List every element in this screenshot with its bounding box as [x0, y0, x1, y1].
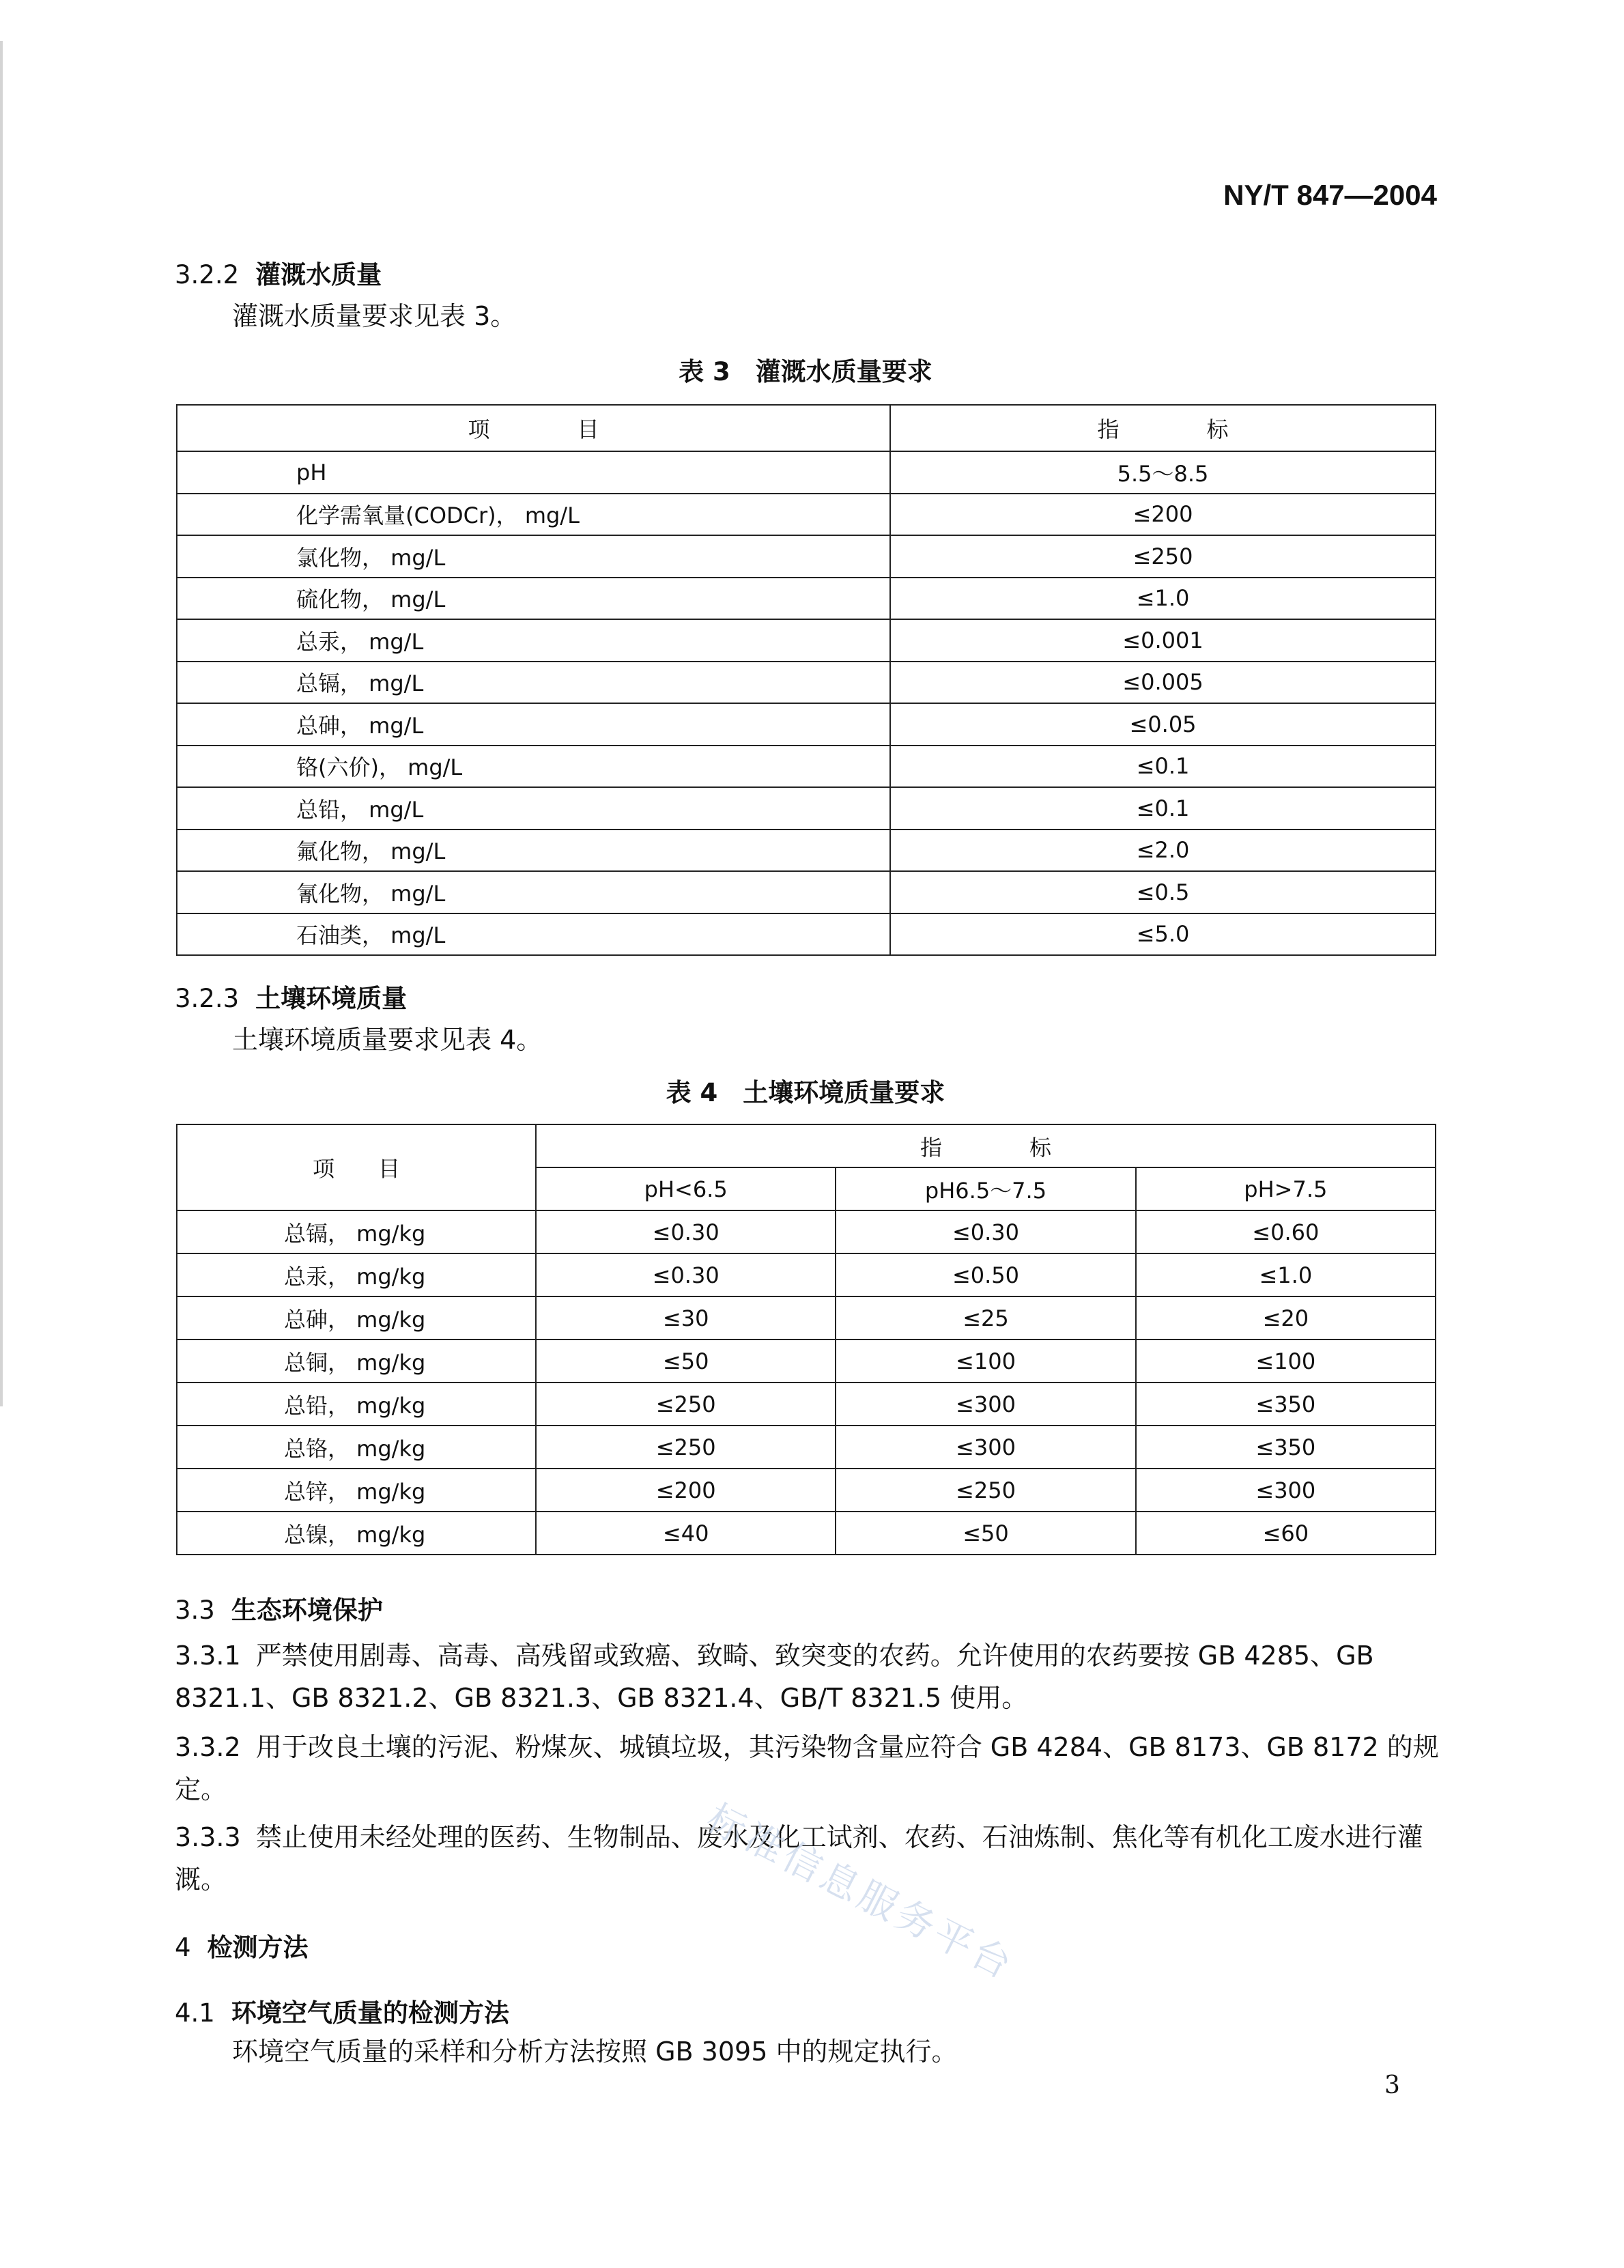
row-value-ph-low: ≤50 — [536, 1339, 836, 1383]
row-item: 总铅， mg/L — [177, 787, 890, 830]
row-item: pH — [177, 451, 890, 494]
table-4-soil-quality — [176, 1124, 1436, 1555]
column-header-index: 指 标 — [536, 1124, 1436, 1167]
section-number: 4 — [175, 1933, 191, 1962]
section-4-heading — [175, 1927, 309, 1964]
column-header-item: 项 目 — [177, 1124, 536, 1210]
subcolumn-ph-low: pH<6.5 — [536, 1167, 836, 1210]
row-value: ≤250 — [890, 535, 1436, 578]
row-value-ph-mid: ≤0.30 — [836, 1210, 1135, 1253]
table-row — [177, 1339, 1436, 1383]
section-4-1-text: 环境空气质量的采样和分析方法按照 GB 3095 中的规定执行。 — [232, 2037, 958, 2067]
row-item: 总铜， mg/kg — [177, 1339, 536, 1383]
row-value: ≤200 — [890, 494, 1436, 536]
row-item: 石油类， mg/L — [177, 913, 890, 956]
row-value-ph-low: ≤0.30 — [536, 1253, 836, 1296]
row-value: ≤0.5 — [890, 871, 1436, 913]
row-item: 氟化物， mg/L — [177, 830, 890, 872]
table-3-caption: 表 3 灌溉水质量要求 — [679, 357, 932, 386]
section-number: 3.2.3 — [175, 984, 240, 1013]
table-row — [177, 1296, 1436, 1339]
section-title: 检测方法 — [207, 1933, 309, 1962]
table-header-row — [177, 405, 1436, 451]
row-value: ≤0.1 — [890, 787, 1436, 830]
row-value: ≤5.0 — [890, 913, 1436, 956]
section-3-2-2-heading — [175, 254, 382, 291]
column-header-item: 项 目 — [177, 405, 890, 451]
row-value: ≤0.001 — [890, 619, 1436, 662]
row-item: 总镉， mg/L — [177, 662, 890, 704]
row-value-ph-low: ≤0.30 — [536, 1210, 836, 1253]
table-row — [177, 830, 1436, 872]
clause-number: 3.3.1 — [175, 1641, 241, 1671]
row-value-ph-high: ≤0.60 — [1136, 1210, 1436, 1253]
table-row — [177, 1210, 1436, 1253]
watermark: 标准信息服务平台 — [700, 1796, 1022, 1989]
section-number: 4.1 — [175, 1998, 215, 2028]
section-number: 3.2.2 — [175, 260, 240, 289]
row-item: 硫化物， mg/L — [177, 578, 890, 620]
section-number: 3.3 — [175, 1596, 215, 1625]
row-value-ph-high: ≤100 — [1136, 1339, 1436, 1383]
subcolumn-ph-mid: pH6.5～7.5 — [836, 1167, 1135, 1210]
row-value: ≤0.1 — [890, 746, 1436, 788]
row-item: 总汞， mg/L — [177, 619, 890, 662]
row-value-ph-high: ≤350 — [1136, 1383, 1436, 1426]
row-value-ph-low: ≤30 — [536, 1296, 836, 1339]
row-item: 总砷， mg/kg — [177, 1296, 536, 1339]
table-row — [177, 703, 1436, 746]
table-row — [177, 1426, 1436, 1469]
row-value-ph-mid: ≤250 — [836, 1469, 1135, 1512]
table-row — [177, 787, 1436, 830]
row-item: 化学需氧量(CODCr)， mg/L — [177, 494, 890, 536]
row-value: ≤1.0 — [890, 578, 1436, 620]
clause-number: 3.3.2 — [175, 1732, 241, 1762]
row-value: ≤0.005 — [890, 662, 1436, 704]
table-row — [177, 578, 1436, 620]
row-value-ph-low: ≤250 — [536, 1383, 836, 1426]
table-row — [177, 494, 1436, 536]
column-header-index: 指 标 — [890, 405, 1436, 451]
section-title: 灌溉水质量 — [255, 260, 382, 289]
section-4-1-heading — [175, 1992, 509, 2029]
clause-text: 禁止使用未经处理的医药、生物制品、废水及化工试剂、农药、石油炼制、焦化等有机化工废水进行灌溉。 — [175, 1822, 1423, 1895]
row-value: ≤2.0 — [890, 830, 1436, 872]
table-row — [177, 1512, 1436, 1555]
row-value-ph-mid: ≤300 — [836, 1383, 1135, 1426]
row-value-ph-high: ≤60 — [1136, 1512, 1436, 1555]
row-value-ph-mid: ≤50 — [836, 1512, 1135, 1555]
row-item: 总砷， mg/L — [177, 703, 890, 746]
row-value-ph-low: ≤250 — [536, 1426, 836, 1469]
scan-edge-mark — [0, 41, 3, 1406]
subcolumn-ph-high: pH>7.5 — [1136, 1167, 1436, 1210]
row-item: 铬(六价)， mg/L — [177, 746, 890, 788]
table-row — [177, 746, 1436, 788]
row-value: ≤0.05 — [890, 703, 1436, 746]
row-value-ph-mid: ≤25 — [836, 1296, 1135, 1339]
table-header-row — [177, 1124, 1436, 1167]
row-item: 总锌， mg/kg — [177, 1469, 536, 1512]
row-item: 氯化物， mg/L — [177, 535, 890, 578]
row-item: 总汞， mg/kg — [177, 1253, 536, 1296]
row-value-ph-mid: ≤100 — [836, 1339, 1135, 1383]
row-value-ph-high: ≤1.0 — [1136, 1253, 1436, 1296]
table-row — [177, 1469, 1436, 1512]
row-value-ph-high: ≤350 — [1136, 1426, 1436, 1469]
row-item: 氰化物， mg/L — [177, 871, 890, 913]
section-title: 生态环境保护 — [231, 1596, 383, 1625]
table-row — [177, 451, 1436, 494]
clause-number: 3.3.3 — [175, 1822, 241, 1852]
row-item: 总铅， mg/kg — [177, 1383, 536, 1426]
row-item: 总镉， mg/kg — [177, 1210, 536, 1253]
table-row — [177, 871, 1436, 913]
row-value-ph-high: ≤300 — [1136, 1469, 1436, 1512]
table-row — [177, 535, 1436, 578]
section-3-2-3-heading — [175, 978, 407, 1015]
row-value-ph-mid: ≤0.50 — [836, 1253, 1135, 1296]
row-value-ph-low: ≤40 — [536, 1512, 836, 1555]
clause-text: 严禁使用剧毒、高毒、高残留或致癌、致畸、致突变的农药。允许使用的农药要按 GB 4285、GB 8321.1、GB 8321.2、GB 8321.3、GB 8321.4、GB/T 8321.5 使用。 — [175, 1641, 1374, 1713]
table-4-caption: 表 4 土壤环境质量要求 — [666, 1078, 945, 1107]
table-row — [177, 662, 1436, 704]
section-title: 环境空气质量的检测方法 — [231, 1998, 509, 2028]
clause-3-3-2 — [175, 1726, 1442, 1811]
section-title: 土壤环境质量 — [255, 984, 408, 1013]
row-value: 5.5～8.5 — [890, 451, 1436, 494]
section-3-2-3-intro: 土壤环境质量要求见表 4。 — [232, 1025, 543, 1055]
table-row — [177, 619, 1436, 662]
table-row — [177, 1253, 1436, 1296]
row-value-ph-high: ≤20 — [1136, 1296, 1436, 1339]
clause-3-3-1 — [175, 1634, 1442, 1719]
table-3-irrigation-water — [176, 404, 1436, 956]
row-value-ph-mid: ≤300 — [836, 1426, 1135, 1469]
table-row — [177, 1383, 1436, 1426]
table-row — [177, 913, 1436, 956]
row-value-ph-low: ≤200 — [536, 1469, 836, 1512]
row-item: 总铬， mg/kg — [177, 1426, 536, 1469]
section-3-2-2-intro: 灌溉水质量要求见表 3。 — [232, 301, 517, 331]
section-3-3-heading — [175, 1589, 383, 1626]
clause-text: 用于改良土壤的污泥、粉煤灰、城镇垃圾，其污染物含量应符合 GB 4284、GB 8173、GB 8172 的规定。 — [175, 1732, 1439, 1804]
row-item: 总镍， mg/kg — [177, 1512, 536, 1555]
page-number: 3 — [1384, 2071, 1400, 2099]
standard-code: NY/T 847—2004 — [1223, 179, 1437, 211]
